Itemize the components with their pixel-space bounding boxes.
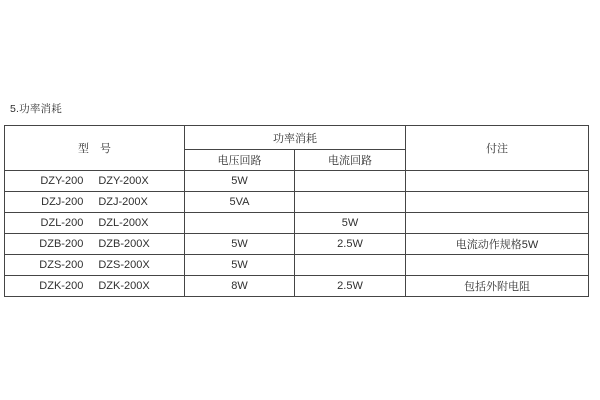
- model-cell: [5, 276, 185, 297]
- model-cell: [5, 192, 185, 213]
- table-row: [5, 192, 589, 213]
- current-cell: 2.5W: [295, 234, 406, 255]
- model-variant: DZB-200X: [98, 238, 150, 250]
- current-cell: [295, 255, 406, 276]
- note-cell: 包括外附电阻: [406, 276, 589, 297]
- header-current-circuit: 电流回路: [295, 150, 406, 171]
- table-header-row-top: [5, 126, 589, 150]
- note-cell: [406, 192, 589, 213]
- model-cell: [5, 213, 185, 234]
- model-variant: DZL-200X: [98, 217, 149, 229]
- voltage-cell: 5W: [185, 234, 295, 255]
- header-power-consumption: 功率消耗: [185, 126, 406, 150]
- header-note: 付注: [406, 126, 589, 171]
- model-variant: DZS-200X: [98, 259, 150, 271]
- model-primary: DZY-200: [40, 175, 84, 187]
- current-cell: [295, 171, 406, 192]
- model-cell: [5, 234, 185, 255]
- model-primary: DZL-200: [40, 217, 84, 229]
- voltage-cell: 5VA: [185, 192, 295, 213]
- model-primary: DZS-200: [39, 259, 84, 271]
- table-row: [5, 234, 589, 255]
- model-pair: [40, 175, 148, 187]
- voltage-cell: 5W: [185, 171, 295, 192]
- model-primary: DZB-200: [39, 238, 84, 250]
- model-cell: [5, 171, 185, 192]
- note-cell: [406, 213, 589, 234]
- note-cell: [406, 171, 589, 192]
- model-pair: [39, 280, 149, 292]
- model-pair: [39, 238, 149, 250]
- table-row: [5, 171, 589, 192]
- note-cell: 电流动作规格5W: [406, 234, 589, 255]
- current-cell: [295, 192, 406, 213]
- model-variant: DZY-200X: [98, 175, 149, 187]
- power-consumption-table: [4, 125, 589, 297]
- header-voltage-circuit: 电压回路: [185, 150, 295, 171]
- model-primary: DZK-200: [39, 280, 84, 292]
- model-pair: [41, 196, 148, 208]
- model-variant: DZJ-200X: [98, 196, 148, 208]
- voltage-cell: 5W: [185, 255, 295, 276]
- model-primary: DZJ-200: [41, 196, 84, 208]
- table-row: [5, 255, 589, 276]
- voltage-cell: 8W: [185, 276, 295, 297]
- model-pair: [39, 259, 149, 271]
- model-cell: [5, 255, 185, 276]
- note-cell: [406, 255, 589, 276]
- current-cell: 5W: [295, 213, 406, 234]
- header-model: 型 号: [5, 126, 185, 171]
- current-cell: 2.5W: [295, 276, 406, 297]
- section-title: 5.功率消耗: [10, 103, 62, 115]
- table-row: [5, 213, 589, 234]
- voltage-cell: [185, 213, 295, 234]
- model-pair: [41, 217, 149, 229]
- model-variant: DZK-200X: [98, 280, 150, 292]
- table-row: [5, 276, 589, 297]
